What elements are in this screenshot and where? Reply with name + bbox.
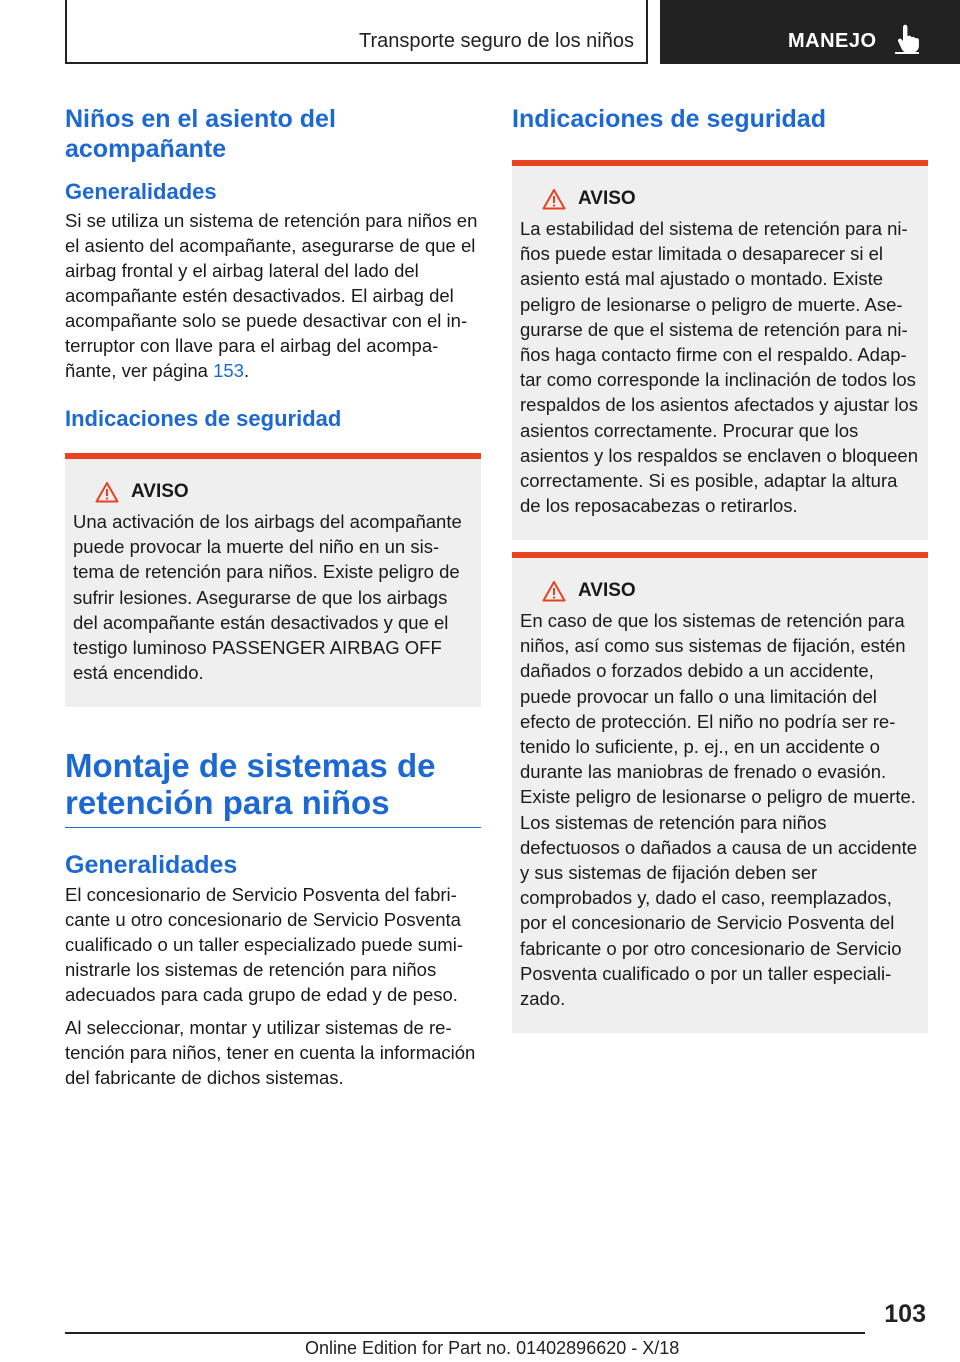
section-title-montaje: Montaje de sistemas de retención para niños <box>65 747 481 828</box>
warning-label: AVISO <box>578 188 636 209</box>
page-number: 103 <box>884 1300 926 1328</box>
hand-pointer-icon <box>894 24 920 59</box>
footer-edition: Online Edition for Part no. 01402896620 - X/18 <box>305 1338 680 1358</box>
left-column <box>65 104 481 1090</box>
page-link-153[interactable]: 153 <box>213 360 244 381</box>
section-title: MANEJO <box>788 30 877 52</box>
section-title-ninos-acompanante: Niños en el asiento del acompañante <box>65 105 336 163</box>
warning-box-1 <box>512 160 928 540</box>
warning-triangle-icon <box>542 580 566 602</box>
paragraph-montaje-1: El concesionario de Servicio Posventa del fabricante u otro concesionario de Servicio Posventa cualificado o un taller especializado puede suministrarle los sistemas de retención para niños adecuados para cada grupo de edad y de peso. <box>65 884 463 1005</box>
heading-indicaciones-seguridad-right: Indicaciones de seguridad <box>512 105 826 133</box>
header-section-tab <box>660 0 960 64</box>
warning-box-2 <box>512 552 928 1033</box>
heading-generalidades: Generalidades <box>65 179 217 204</box>
heading-generalidades-montaje: Generalidades <box>65 851 238 879</box>
paragraph-generalidades: Si se utiliza un sistema de retención para niños en el asiento del acompañante, asegurarse de que el airbag frontal y el airbag lateral del lado del acompañante estén desactivados. El airbag del acompañante solo se puede desactivar con el interruptor con llave para el airbag del acompañante, ver página 153. <box>65 210 478 381</box>
warning-text: La estabilidad del sistema de retención para niños puede estar limitada o desaparecer si el asiento está mal ajustado o montado. Existe peligro de lesionarse o peligro de muerte. Asegurarse de que el sistema de retención para niños haga contacto firme con el respaldo. Adaptar como corresponde la inclinación de todos los respaldos de los asientos afectados y ajustar los asientos correctamente. Procurar que los asientos y los respaldos se enclaven o bloqueen correctamente. Si es posible, adaptar la altura de los reposacabezas o retirarlos. <box>520 218 919 517</box>
footer-divider <box>65 1332 865 1334</box>
warning-label: AVISO <box>578 580 636 601</box>
warning-triangle-icon <box>542 188 566 210</box>
warning-text: En caso de que los sistemas de retención para niños, así como sus sistemas de fijación, estén dañados o forzados debido a un accidente, puede provocar un fallo o una limitación del efecto de protección. El niño no podría ser retenido lo suficiente, p. ej., en un accidente o durante las maniobras de frenado o evasión. Existe peligro de lesionarse o peligro de muerte. Los sistemas de retención para niños defectuosos o dañados a causa de un accidente y sus sistemas de fijación deben ser comprobados y, dado el caso, reemplazados, por el concesionario de Servicio Posventa del fabricante o por otro concesionario de Servicio Posventa cualificado o por un taller especializado. <box>520 610 918 1010</box>
chapter-title: Transporte seguro de los niños <box>359 30 634 52</box>
warning-box <box>65 453 481 707</box>
header-chapter-box <box>65 0 648 64</box>
warning-triangle-icon <box>95 481 119 503</box>
paragraph-montaje-2: Al seleccionar, montar y utilizar sistemas de retención para niños, tener en cuenta la información del fabricante de dichos sistemas. <box>65 1017 476 1088</box>
right-column <box>512 104 928 1033</box>
heading-indicaciones-seguridad: Indicaciones de seguridad <box>65 406 342 431</box>
warning-text: Una activación de los airbags del acompañante puede provocar la muerte del niño en un sistema de retención para niños. Existe peligro de sufrir lesiones. Asegurarse de que los airbags del acompañante están desactivados y que el testigo luminoso PASSENGER AIRBAG OFF está encendido. <box>73 511 462 684</box>
warning-label: AVISO <box>131 481 189 502</box>
